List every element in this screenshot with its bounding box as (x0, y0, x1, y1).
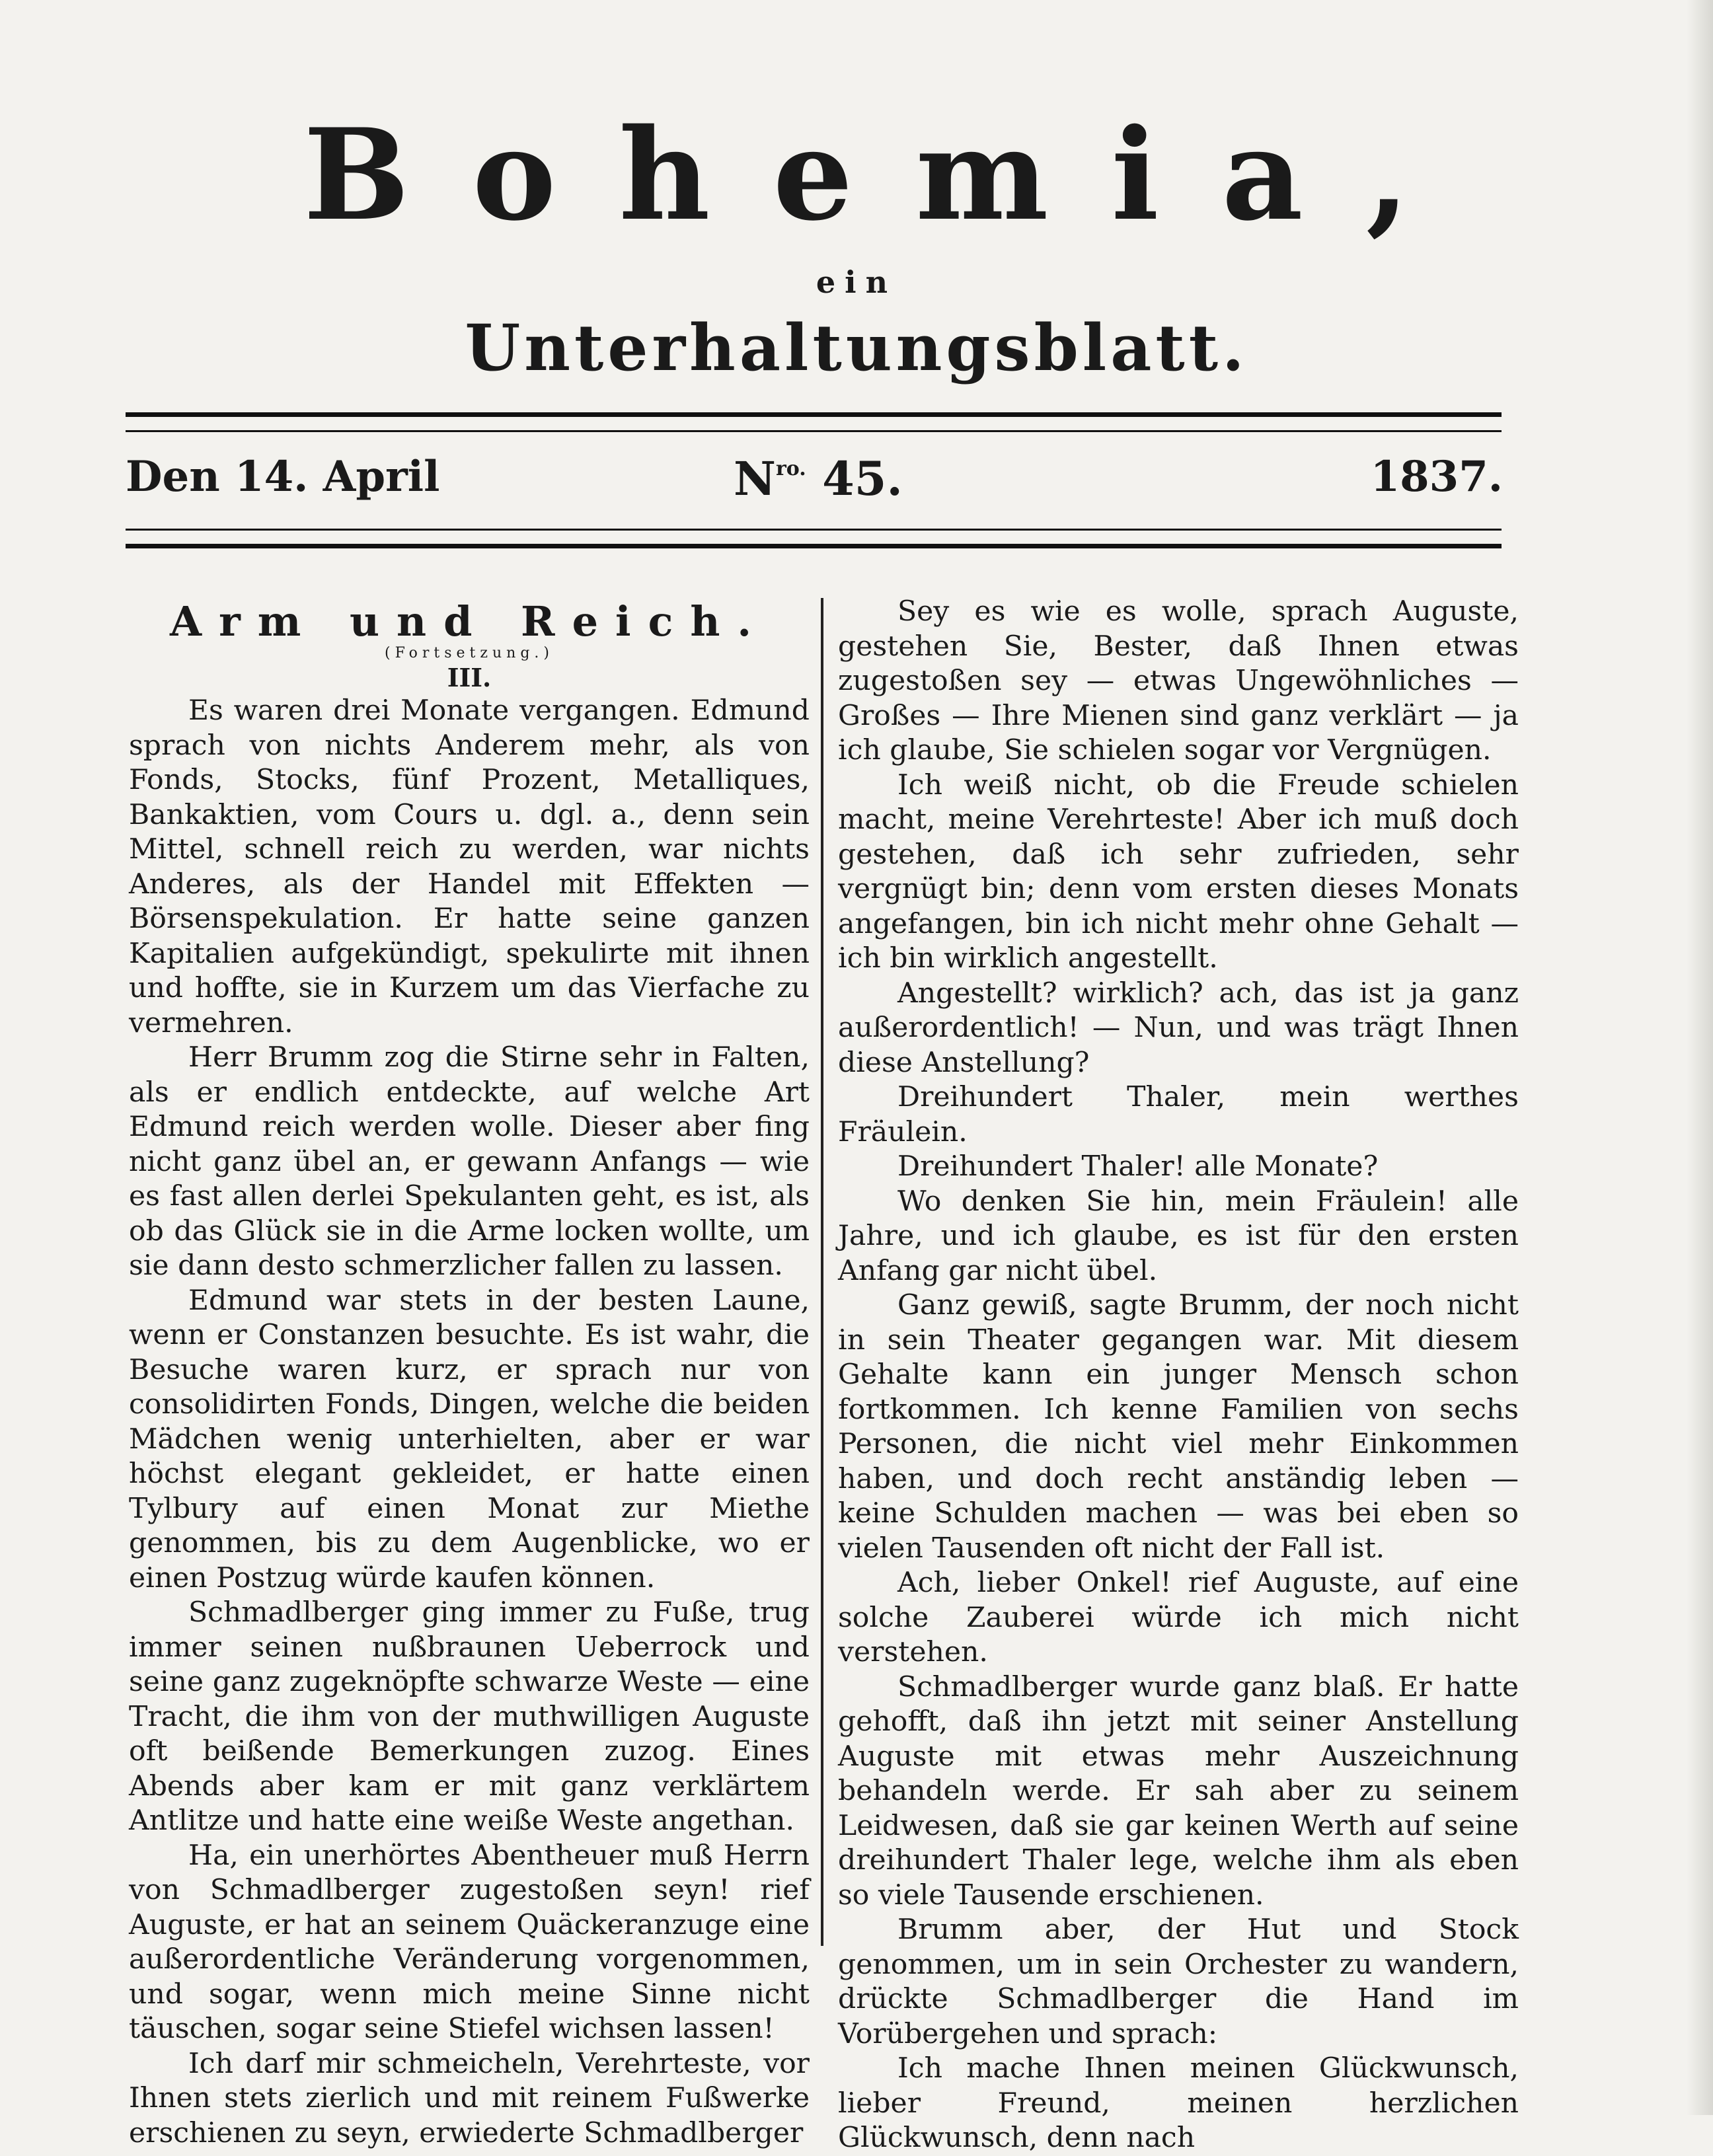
right-column (838, 595, 1519, 2156)
masthead-title: Bohemia, (303, 101, 1472, 248)
issue-date: Den 14. April (126, 452, 440, 502)
column-divider (821, 598, 823, 1946)
masthead-subtitle: ein (816, 264, 897, 300)
paragraph: Ich darf mir schmeicheln, Verehrteste, vor Ihnen stets zierlich und mit reinem Fußwerke erschienen zu seyn, erwiederte Schmadlberger (129, 2047, 810, 2149)
paragraph: Wo denken Sie hin, mein Fräulein! alle Jahre, und ich glaube, es ist für den ersten Anfang gar nicht übel. (838, 1185, 1519, 1287)
issue-number-prefix: N (734, 451, 776, 506)
paragraph: Dreihundert Thaler! alle Monate? (897, 1150, 1379, 1183)
left-column (129, 595, 810, 2151)
paragraph: Es waren drei Monate vergangen. Edmund sprach von nichts Anderem mehr, als von Fonds, Stocks, fünf Prozent, Metalliques, Bankaktien, vom Cours u. dgl. a., denn sein Mittel, schnell reich zu werden, war nichts Anderes, als der Handel mit Effekten — Börsenspekulation. Er hatte seine ganzen Kapitalien aufgekündigt, spekulirte mit ihnen und hoffte, sie in Kurzem um das Vierfache zu vermehren. (129, 694, 810, 1039)
top-double-rule (126, 412, 1502, 432)
paragraph: Ich weiß nicht, ob die Freude schielen macht, meine Verehrteste! Aber ich muß doch gestehen, daß ich sehr zufrieden, sehr vergnügt bin; denn vom ersten dieses Monats angefangen, bin ich nicht mehr ohne Gehalt — ich bin wirklich angestellt. (838, 768, 1519, 975)
paragraph: Ach, lieber Onkel! rief Auguste, auf eine solche Zauberei würde ich mich nicht verstehen. (838, 1567, 1519, 1668)
issue-number-value: 45. (822, 451, 903, 506)
paragraph: Ganz gewiß, sagte Brumm, der noch nicht in sein Theater gegangen war. Mit diesem Gehalte kann ein junger Mensch schon fortkommen. Ich kenne Familien von sechs Personen, die nicht viel mehr Einkommen haben, und doch recht anständig leben — keine Schulden machen — was bei eben so vielen Tausenden oft nicht der Fall ist. (838, 1289, 1519, 1565)
issue-number-suffix: ro. (775, 457, 806, 480)
paragraph: Ha, ein unerhörtes Abentheuer muß Herrn von Schmadlberger zugestoßen seyn! rief Auguste, er hat an seinem Quäckeranzuge eine außerordentliche Veränderung vorgenommen, und sogar, wenn mich meine Sinne nicht täuschen, sogar seine Stiefel wichsen lassen! (129, 1839, 810, 2045)
issue-number (734, 451, 903, 506)
article-chapter: III. (447, 663, 492, 692)
paragraph: Brumm aber, der Hut und Stock genommen, um in sein Orchester zu wandern, drückte Schmadlberger die Hand im Vorübergehen und sprach: (838, 1914, 1519, 2050)
paragraph: Sey es wie es wolle, sprach Auguste, gestehen Sie, Bester, daß Ihnen etwas zugestoßen sey — etwas Ungewöhnliches — Großes — Ihre Mienen sind ganz verklärt — ja ich glaube, Sie schielen sogar vor Vergnügen. (838, 595, 1519, 766)
issue-year: 1837. (1370, 452, 1503, 502)
bottom-double-rule (126, 529, 1502, 548)
paragraph: Ich mache Ihnen meinen Glückwunsch, lieber Freund, meinen herzlichen Glückwunsch, denn nach (838, 2052, 1519, 2154)
article-continuation-note: (Fortsetzung.) (385, 645, 554, 661)
article-title: Arm und Reich. (170, 597, 769, 646)
paragraph: Edmund war stets in der besten Laune, wenn er Constanzen besuchte. Es ist wahr, die Besuche waren kurz, er sprach nur von consolidirten Fonds, Dingen, welche die beiden Mädchen wenig unterhielten, aber er war höchst elegant gekleidet, er hatte einen Tylbury auf einen Monat zur Miethe genommen, bis zu dem Augenblicke, wo er einen Postzug würde kaufen können. (129, 1284, 810, 1594)
paragraph: Angestellt? wirklich? ach, das ist ja ganz außerordentlich! — Nun, und was trägt Ihnen diese Anstellung? (838, 977, 1519, 1079)
publication-name: Unterhaltungsblatt. (465, 311, 1248, 385)
paragraph: Schmadlberger wurde ganz blaß. Er hatte gehofft, daß ihn jetzt mit seiner Anstellung Auguste mit etwas mehr Auszeichnung behandeln werde. Er sah aber zu seinem Leidwesen, daß sie gar keinen Werth auf seine dreihundert Thaler lege, welche ihm als eben so viele Tausende erschienen. (838, 1670, 1519, 1912)
paragraph: Herr Brumm zog die Stirne sehr in Falten, als er endlich entdeckte, auf welche Art Edmund reich werden wolle. Dieser aber fing nicht ganz übel an, er gewann Anfangs — wie es fast allen derlei Spekulanten geht, es ist, als ob das Glück sie in die Arme locken wollte, um sie dann desto schmerzlicher fallen zu lassen. (129, 1041, 810, 1282)
paragraph: Dreihundert Thaler, mein werthes Fräulein. (838, 1081, 1519, 1148)
paragraph: Schmadlberger ging immer zu Fuße, trug immer seinen nußbraunen Ueberrock und seine ganz zugeknöpfte schwarze Weste — eine Tracht, die ihm von der muthwilligen Auguste oft beißende Bemerkungen zuzog. Eines Abends aber kam er mit ganz verklärtem Antlitze und hatte eine weiße Weste angethan. (129, 1596, 810, 1837)
